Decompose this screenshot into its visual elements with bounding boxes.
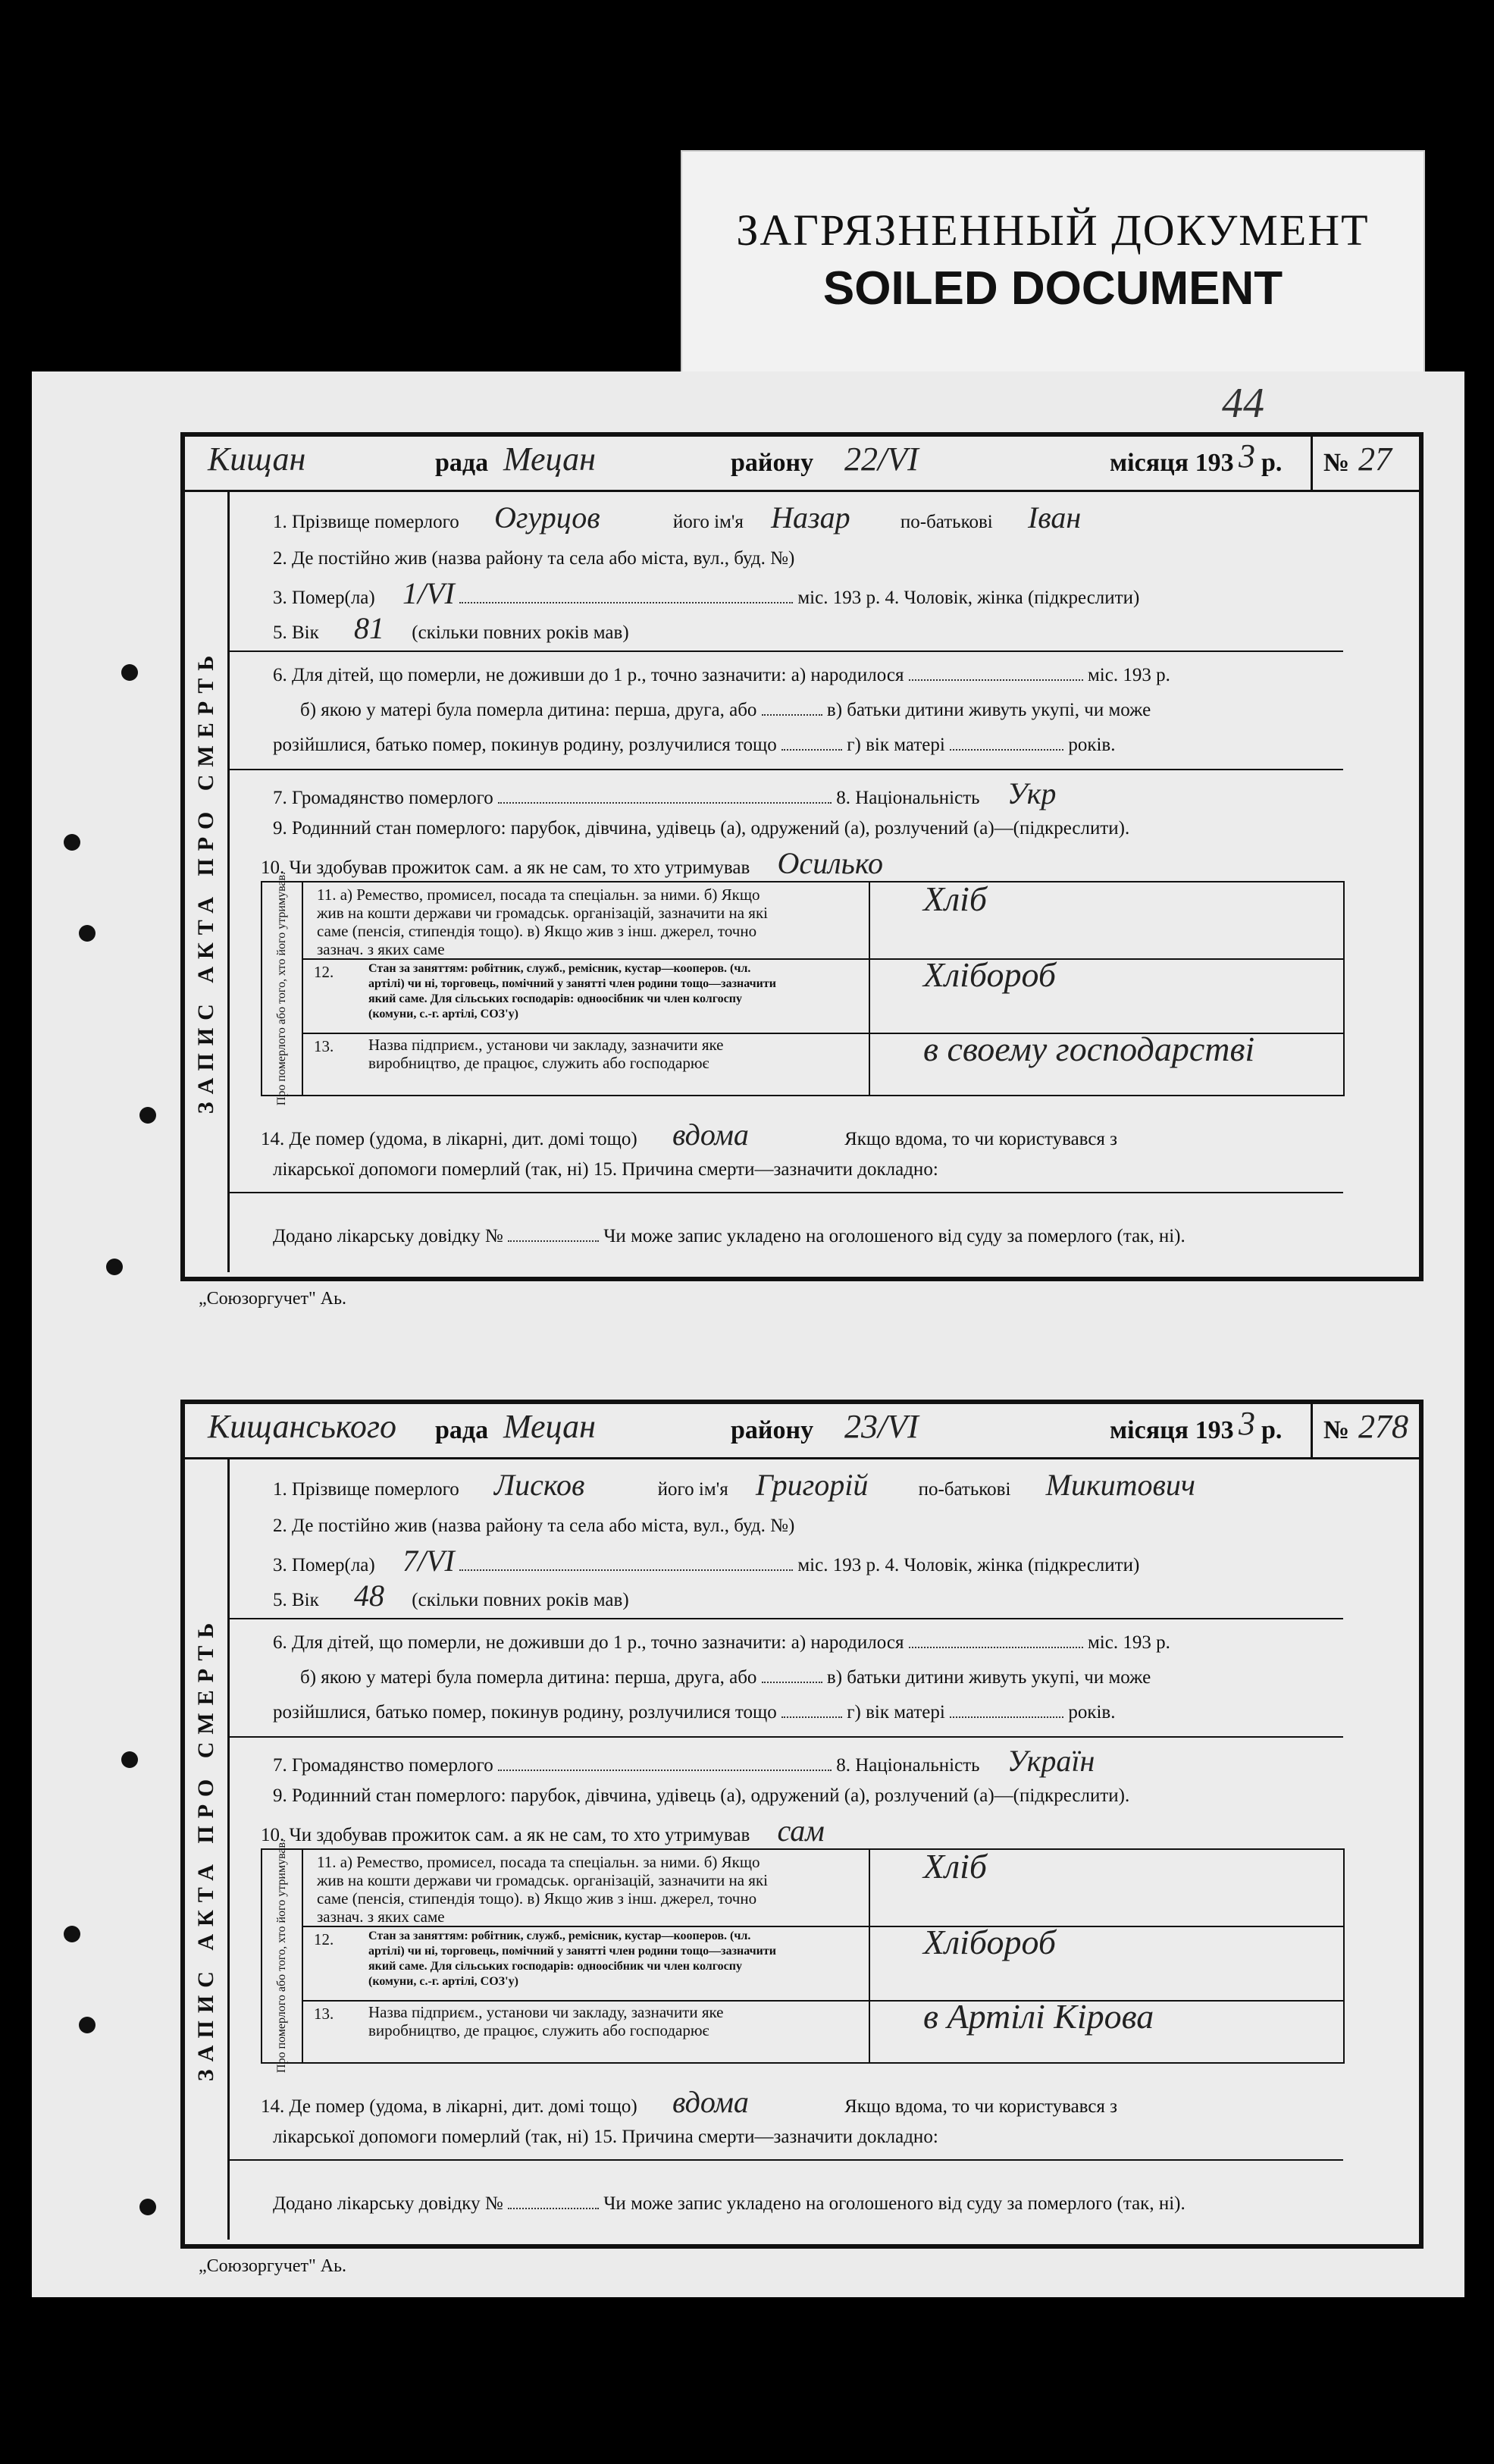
nationality-label: 8. Національність (836, 1755, 980, 1776)
name-label: його ім'я (672, 512, 744, 532)
residence-label: 2. Де постійно жив (назва району та села або міста, вул., буд. №) (273, 1516, 795, 1536)
soiled-document-stamp (681, 150, 1425, 373)
punch-hole (64, 1926, 80, 1942)
row-place-death (227, 2085, 1343, 2119)
rada-name: Мецан (503, 440, 596, 478)
record-day: 23/VI (844, 1408, 919, 1445)
row-occupation (302, 1847, 1343, 1927)
row-marital (227, 1785, 1343, 1807)
separator (227, 1618, 1343, 1619)
form-header (185, 1404, 1419, 1459)
row-12-number: 12. (314, 963, 334, 981)
month-label: місяця 193 (1110, 1416, 1234, 1444)
row-residence (227, 547, 1343, 570)
separator (227, 2159, 1343, 2161)
row-child-order (227, 1666, 1343, 1689)
dotted-line (950, 749, 1063, 751)
row-mother-age (227, 1701, 1343, 1724)
row-age (227, 611, 1343, 645)
occupation-label: 11. а) Ремество, промисел, посада та спеціальн. за ними. б) Якщо жив на кошти держави чи громадськ. організацій, зазначити на які саме (пенсія, стипендія тощо). в) Якщо жив з інш. джерел, точно зазнач. з яких саме (317, 1853, 768, 1926)
sex-label: міс. 193 р. 4. Чоловік, жінка (підкреслити) (797, 1555, 1140, 1575)
surname-label: 1. Прізвище померлого (273, 512, 459, 532)
workplace-value: в своему господарстві (923, 1030, 1255, 1068)
marital-label: 9. Родинний стан померлого: парубок, дівчина, удівець (а), одружений (а), розлучений (а)—(підкреслити). (273, 818, 1130, 839)
name-label: його ім'я (657, 1479, 728, 1500)
child-order-label: б) якою у матері була померла дитина: перша, друга, або (300, 700, 757, 720)
row-workplace (302, 1030, 1343, 1093)
raionu-label: району (731, 1416, 814, 1444)
supporter-value: Осилько (777, 846, 884, 880)
citizenship-label: 7. Громадянство померлого (273, 788, 493, 808)
nationality-value: Україн (1007, 1744, 1095, 1778)
row-child-order (227, 699, 1343, 722)
occupation-block (261, 1839, 1345, 2074)
row-status (302, 1923, 1343, 2002)
occupation-side (262, 871, 303, 1106)
workplace-label: Назва підприєм., установи чи закладу, зазначити яке виробництво, де працює, служить або господарює (368, 1036, 724, 1072)
rada-name: Мецан (503, 1408, 596, 1445)
workplace-label: Назва підприєм., установи чи закладу, зазначити яке виробництво, де працює, служить або господарює (368, 2003, 724, 2039)
page-number: 44 (1222, 380, 1264, 427)
years-label: років. (1068, 1702, 1116, 1723)
record-day: 22/VI (844, 440, 919, 478)
cause-label: лікарської допомоги померлий (так, ні) 15. Причина смерти—зазначити докладно: (273, 1159, 938, 1180)
dotted-line (508, 1240, 599, 1242)
year-r-label: р. (1261, 1416, 1283, 1444)
row-13-number: 13. (314, 1037, 334, 1055)
form-header (185, 437, 1419, 492)
place-death-value: вдома (672, 2085, 749, 2119)
row-death-date (227, 1544, 1343, 1578)
row-cause (227, 2126, 1343, 2149)
death-record-form-2 (180, 1400, 1424, 2249)
patronymic-value: Іван (1027, 500, 1082, 534)
certificate-label: Додано лікарську довідку № (273, 1226, 503, 1246)
child-born-month-label: міс. 193 р. (1087, 665, 1170, 685)
place-death-label: 14. Де помер (удома, в лікарні, дит. домі тощо) (261, 2096, 637, 2117)
name-value: Григорій (755, 1468, 869, 1502)
occupation-block (261, 871, 1345, 1106)
death-date-label: 3. Помер(ла) (273, 1555, 375, 1575)
stamp-russian-text: ЗАГРЯЗНЕННЫЙ ДОКУМЕНТ (736, 205, 1370, 255)
row-citizenship (227, 1744, 1343, 1778)
family-status-label: розійшлися, батько помер, покинув родину, розлучилися тощо (273, 1702, 777, 1723)
village-name: Кищан (208, 440, 306, 478)
row-supporter (227, 1814, 1343, 1848)
occupation-side-text: Про померлого або того, хто його утримував. (275, 1839, 288, 2074)
punch-hole (79, 925, 96, 942)
nationality-label: 8. Національність (836, 788, 980, 808)
separator (227, 1192, 1343, 1193)
dotted-line (950, 1716, 1063, 1718)
punch-hole (139, 2199, 156, 2215)
dotted-line (459, 1569, 793, 1571)
marital-label: 9. Родинний стан померлого: парубок, дівчина, удівець (а), одружений (а), розлучений (а)—(підкреслити). (273, 1785, 1130, 1806)
parents-status-label: в) батьки дитини живуть укупі, чи може (826, 700, 1151, 720)
court-record-label: Чи може запис укладено на оголошеного від суду за померлого (так, ні). (603, 1226, 1185, 1246)
dotted-line (909, 1647, 1083, 1648)
number-label: № (1323, 1416, 1350, 1444)
occupation-side-text: Про померлого або того, хто його утримував. (275, 871, 288, 1106)
row-citizenship (227, 776, 1343, 810)
supporter-value: сам (777, 1814, 825, 1848)
nationality-value: Укр (1007, 776, 1057, 810)
row-certificate (227, 2193, 1343, 2215)
row-certificate (227, 1225, 1343, 1248)
separator (227, 650, 1343, 652)
year-digit: 3 (1239, 437, 1255, 475)
record-number-box (1311, 437, 1419, 490)
child-born-label: 6. Для дітей, що померли, не доживши до 1 р., точно зазначити: а) народилося (273, 1632, 904, 1653)
stamp-english-text: SOILED DOCUMENT (822, 262, 1283, 315)
side-title-text: ЗАПИС АКТА ПРО СМЕРТЬ (193, 647, 218, 1114)
dotted-line (909, 679, 1083, 681)
row-mother-age (227, 734, 1343, 757)
side-title-text: ЗАПИС АКТА ПРО СМЕРТЬ (193, 1615, 218, 2082)
separator (227, 769, 1343, 770)
record-number: 27 (1358, 440, 1392, 478)
family-status-label: розійшлися, батько помер, покинув родину, розлучилися тощо (273, 735, 777, 755)
mother-age-label: г) вік матері (847, 735, 945, 755)
home-care-label: Якщо вдома, то чи користувався з (844, 2096, 1118, 2117)
row-age (227, 1578, 1343, 1613)
dotted-line (762, 1682, 822, 1683)
death-date-value: 7/VI (402, 1544, 455, 1578)
row-occupation (302, 879, 1343, 960)
status-label: Стан за заняттям: робітник, служб., ремісник, кустар—кооперов. (чл. артілі) чи ні, торговець, помічний у занятті член родини тощо—зазначити який саме. Для сільських господарів: одноосібник чи член колгоспу (комуни, с.-г. артілі, СОЗ'у) (368, 962, 776, 1020)
supporter-label: 10. Чи здобував прожиток сам. а як не сам, то хто утримував (261, 1825, 750, 1845)
row-death-date (227, 576, 1343, 610)
separator (227, 1736, 1343, 1738)
age-value: 81 (354, 611, 385, 645)
death-date-value: 1/VI (402, 576, 455, 610)
patronymic-label: по-батькові (900, 512, 993, 532)
row-child-born (227, 664, 1343, 687)
occupation-value: Хліб (923, 1847, 988, 1886)
row-12-number: 12. (314, 1930, 334, 1948)
age-label: 5. Вік (273, 622, 319, 643)
row-surname (227, 500, 1343, 534)
side-title (185, 490, 230, 1272)
death-date-label: 3. Помер(ла) (273, 588, 375, 608)
number-label: № (1323, 449, 1350, 477)
punch-hole (64, 834, 80, 851)
death-record-form-1 (180, 432, 1424, 1281)
surname-label: 1. Прізвище померлого (273, 1479, 459, 1500)
dotted-line (508, 2208, 599, 2209)
child-born-month-label: міс. 193 р. (1087, 1632, 1170, 1653)
row-surname (227, 1468, 1343, 1502)
status-value: Хлібороб (923, 955, 1056, 994)
age-note: (скільки повних років мав) (412, 622, 629, 643)
dotted-line (781, 749, 842, 751)
raionu-label: району (731, 449, 814, 477)
punch-hole (121, 1751, 138, 1768)
court-record-label: Чи може запис укладено на оголошеного від суду за померлого (так, ні). (603, 2193, 1185, 2214)
supporter-label: 10. Чи здобував прожиток сам. а як не сам, то хто утримував (261, 857, 750, 878)
occupation-value: Хліб (923, 879, 988, 918)
record-number-box (1311, 1404, 1419, 1457)
age-value: 48 (354, 1578, 385, 1613)
age-note: (скільки повних років мав) (412, 1590, 629, 1610)
parents-status-label: в) батьки дитини живуть укупі, чи може (826, 1667, 1151, 1688)
surname-value: Лисков (494, 1468, 585, 1502)
village-name: Кищанського (208, 1408, 396, 1445)
dotted-line (498, 802, 832, 804)
row-marital (227, 817, 1343, 840)
child-order-label: б) якою у матері була померла дитина: перша, друга, або (300, 1667, 757, 1688)
certificate-label: Додано лікарську довідку № (273, 2193, 503, 2214)
year-r-label: р. (1261, 449, 1283, 477)
dotted-line (498, 1770, 832, 1771)
place-death-label: 14. Де помер (удома, в лікарні, дит. домі тощо) (261, 1129, 637, 1149)
printer-mark: „Союзоргучет" Аь. (199, 2256, 347, 2276)
mother-age-label: г) вік матері (847, 1702, 945, 1723)
month-label: місяця 193 (1110, 449, 1234, 477)
place-death-value: вдома (672, 1118, 749, 1152)
row-child-born (227, 1632, 1343, 1654)
occupation-label: 11. а) Ремество, промисел, посада та спеціальн. за ними. б) Якщо жив на кошти держави чи громадськ. організацій, зазначити на які саме (пенсія, стипендія тощо). в) Якщо жив з інш. джерел, точно зазнач. з яких саме (317, 886, 768, 958)
citizenship-label: 7. Громадянство померлого (273, 1755, 493, 1776)
row-residence (227, 1515, 1343, 1538)
row-workplace (302, 1997, 1343, 2061)
rada-label: рада (435, 449, 489, 477)
printer-mark: „Союзоргучет" Аь. (199, 1289, 347, 1309)
patronymic-label: по-батькові (918, 1479, 1011, 1500)
row-cause (227, 1158, 1343, 1181)
status-value: Хлібороб (923, 1923, 1056, 1961)
patronymic-value: Микитович (1045, 1468, 1196, 1502)
cause-label: лікарської допомоги померлий (так, ні) 15. Причина смерти—зазначити докладно: (273, 2127, 938, 2147)
row-supporter (227, 846, 1343, 880)
name-value: Назар (771, 500, 850, 534)
row-place-death (227, 1118, 1343, 1152)
side-title (185, 1457, 230, 2240)
dotted-line (459, 602, 793, 603)
years-label: років. (1068, 735, 1116, 755)
rada-label: рада (435, 1416, 489, 1444)
dotted-line (781, 1716, 842, 1718)
record-number: 278 (1358, 1408, 1408, 1445)
dotted-line (762, 714, 822, 716)
occupation-side (262, 1839, 303, 2074)
punch-hole (106, 1259, 123, 1275)
punch-hole (121, 664, 138, 681)
surname-value: Огурцов (494, 500, 600, 534)
residence-label: 2. Де постійно жив (назва району та села або міста, вул., буд. №) (273, 548, 795, 569)
punch-hole (79, 2017, 96, 2033)
home-care-label: Якщо вдома, то чи користувався з (844, 1129, 1118, 1149)
age-label: 5. Вік (273, 1590, 319, 1610)
sex-label: міс. 193 р. 4. Чоловік, жінка (підкреслити) (797, 588, 1140, 608)
workplace-value: в Артілі Кірова (923, 1997, 1154, 2036)
status-label: Стан за заняттям: робітник, служб., ремісник, кустар—кооперов. (чл. артілі) чи ні, торговець, помічний у занятті член родини тощо—зазначити який саме. Для сільських господарів: одноосібник чи член колгоспу (комуни, с.-г. артілі, СОЗ'у) (368, 1930, 776, 1988)
year-digit: 3 (1239, 1405, 1255, 1442)
row-status (302, 955, 1343, 1034)
child-born-label: 6. Для дітей, що померли, не доживши до 1 р., точно зазначити: а) народилося (273, 665, 904, 685)
punch-hole (139, 1107, 156, 1124)
row-13-number: 13. (314, 2005, 334, 2023)
